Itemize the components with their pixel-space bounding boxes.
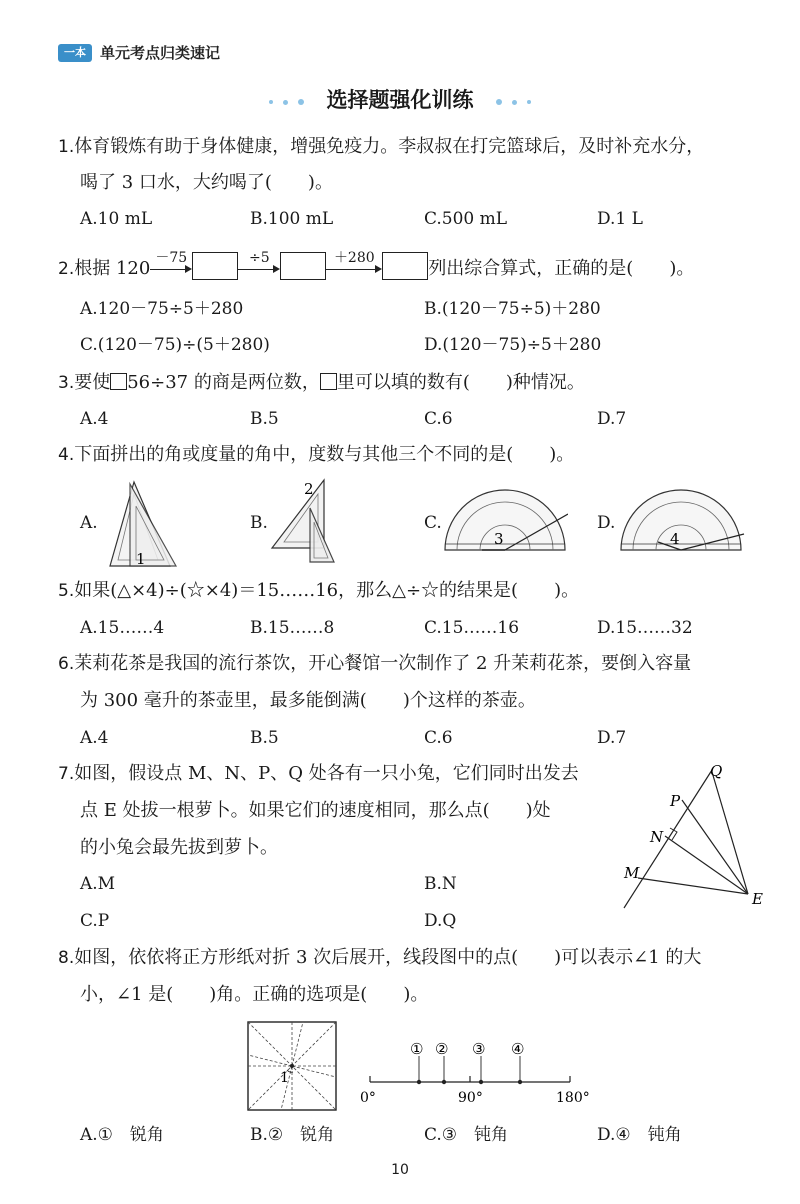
q2-option-a[interactable]: A.120－75÷5＋280 [80,299,244,319]
q1-text-line2: 喝了 3 口水，大约喝了( )。 [80,172,333,193]
q1-line1 [58,136,704,158]
q2-number: 2. [58,259,75,279]
section-title-text: 选择题强化训练 [326,88,474,112]
q4-text: 下面拼出的角或度量的角中，度数与其他三个不同的是( )。 [74,444,575,465]
q4-fig-a-label: 1 [136,550,146,568]
section-title [0,84,800,114]
q8-number-line [358,1036,598,1106]
q8-number: 8. [58,948,75,968]
q8-angle-label: 1 [280,1070,289,1086]
q7-text-line2: 点 E 处拔一根萝卜。如果它们的速度相同，那么点( )处 [80,800,551,821]
arrow3-label: ＋280 [333,250,375,266]
q7-text-line1: 如图，假设点 M、N、P、Q 处各有一只小兔，它们同时出发去 [74,763,579,784]
tick-180-label: 180° [556,1090,590,1106]
point-p-label: P [670,792,681,810]
q3-option-c[interactable]: C.6 [424,409,453,429]
arrow-divide-5-icon [238,250,280,279]
q6-option-b[interactable]: B.5 [250,728,279,748]
blank-box-2 [280,252,326,280]
q7-option-a[interactable]: A.M [80,874,116,894]
q4-fig-d-label: 4 [670,530,680,548]
page-number: 10 [391,1162,409,1178]
q2-suffix: 列出综合算式，正确的是( )。 [428,258,695,279]
q4-figure-c-protractor [442,484,568,556]
q3-line1 [58,372,585,394]
q6-text-line1: 茉莉花茶是我国的流行茶饮，开心餐馆一次制作了 2 升茉莉花茶，要倒入容量 [74,653,692,674]
q5-line1 [58,580,579,602]
q1-text-line1: 体育锻炼有助于身体健康，增强免疫力。李叔叔在打完篮球后，及时补充水分， [74,136,705,157]
q8-option-b[interactable]: B.② 锐角 [250,1125,335,1145]
q5-option-b[interactable]: B.15……8 [250,618,335,638]
q4-fig-b-label: 2 [304,480,314,498]
q6-option-a[interactable]: A.4 [80,728,109,748]
q2-option-b[interactable]: B.(120－75÷5)＋280 [424,299,601,319]
point-m-label: M [624,864,640,882]
q6-number: 6. [58,654,75,674]
q1-option-a[interactable]: A.10 mL [80,209,153,229]
arrow-minus-75-icon [150,250,192,279]
q1-option-d[interactable]: D.1 L [597,209,643,229]
q3-number: 3. [58,373,75,393]
blank-box-3 [382,252,428,280]
q2-option-c[interactable]: C.(120－75)÷(5＋280) [80,335,270,355]
q6-text-line2: 为 300 毫升的茶壶里，最多能倒满( )个这样的茶壶。 [80,690,536,711]
mark-4-label: ④ [511,1040,525,1058]
point-n-label: N [650,828,664,846]
q5-option-c[interactable]: C.15……16 [424,618,520,638]
tick-90-label: 90° [458,1090,483,1106]
q8-text-line1: 如图，依依将正方形纸对折 3 次后展开，线段图中的点( )可以表示∠1 的大 [74,947,702,968]
q8-folded-square-figure [246,1020,338,1112]
q7-line1 [58,763,579,785]
q4-option-b[interactable]: B. [250,513,268,533]
q5-option-d[interactable]: D.15……32 [597,618,693,638]
header-title: 单元考点归类速记 [100,44,221,62]
q3-option-b[interactable]: B.5 [250,409,279,429]
q7-option-b[interactable]: B.N [424,874,457,894]
q8-option-c[interactable]: C.③ 钝角 [424,1125,509,1145]
q7-geometry-figure [612,760,772,916]
arrow-plus-280-icon [326,250,382,279]
q7-option-c[interactable]: C.P [80,911,110,931]
q3-option-a[interactable]: A.4 [80,409,109,429]
q4-option-d[interactable]: D. [597,513,616,533]
blank-square-1 [110,373,127,390]
mark-1-label: ① [410,1040,424,1058]
q7-text-line3: 的小兔会最先拔到萝卜。 [80,837,278,858]
q6-option-d[interactable]: D.7 [597,728,627,748]
right-dots-icon [491,89,536,113]
blank-box-1 [192,252,238,280]
q7-number: 7. [58,764,75,784]
q3-post: 56÷37 的商是两位数， [127,372,320,393]
point-q-label: Q [710,762,723,780]
q6-line1 [58,653,691,675]
tick-0-label: 0° [360,1090,376,1106]
q1-number: 1. [58,137,75,157]
q4-figure-a-set-squares [100,480,180,572]
q8-text-line2: 小，∠1 是( )角。正确的选项是( )。 [80,984,429,1005]
arrow1-label: －75 [155,250,188,266]
left-dots-icon [264,89,309,113]
point-e-label: E [752,890,763,908]
mark-3-label: ③ [472,1040,486,1058]
q4-figure-b-set-squares [268,478,338,570]
q6-option-c[interactable]: C.6 [424,728,453,748]
q4-line1 [58,444,574,466]
q3-pre: 要使 [74,372,111,393]
blank-square-2 [320,373,337,390]
q2-option-d[interactable]: D.(120－75)÷5＋280 [424,335,602,355]
q1-option-b[interactable]: B.100 mL [250,209,334,229]
q3-post2: 里可以填的数有( )种情况。 [336,372,585,393]
arrow2-label: ÷5 [248,250,270,266]
q2-line1 [58,250,695,280]
q1-option-c[interactable]: C.500 mL [424,209,508,229]
q4-fig-c-label: 3 [494,530,504,548]
q4-number: 4. [58,445,75,465]
q5-number: 5. [58,581,75,601]
q4-option-a[interactable]: A. [80,513,98,533]
q8-option-d[interactable]: D.④ 钝角 [597,1125,682,1145]
q4-option-c[interactable]: C. [424,513,442,533]
header-badge: 一本 [58,44,92,62]
q8-line1 [58,947,701,969]
q5-text: 如果(△×4)÷(☆×4)＝15……16，那么△÷☆的结果是( )。 [74,580,580,601]
q7-option-d[interactable]: D.Q [424,911,457,931]
q8-option-a[interactable]: A.① 锐角 [80,1125,164,1145]
q5-option-a[interactable]: A.15……4 [80,618,165,638]
mark-2-label: ② [435,1040,449,1058]
q2-prefix: 根据 120 [74,258,151,279]
q3-option-d[interactable]: D.7 [597,409,627,429]
q4-figure-d-protractor [618,484,746,556]
